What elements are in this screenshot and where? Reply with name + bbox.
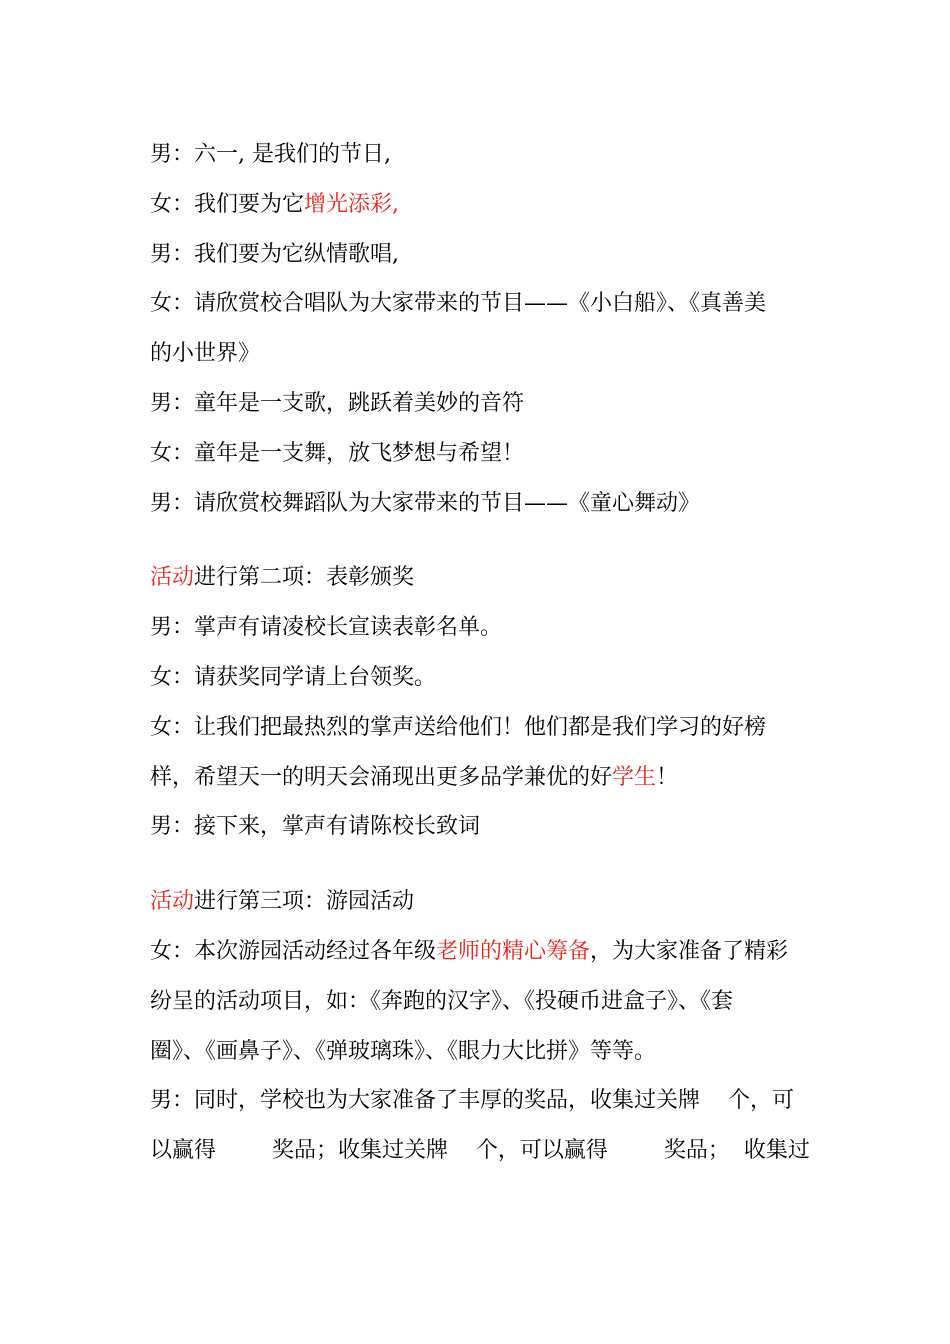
text-line [150, 230, 810, 280]
text-line [150, 279, 810, 329]
highlighted-text: 学生 [612, 764, 657, 790]
highlighted-text: 老师的精心筹备 [436, 938, 591, 964]
text-span: 女：童年是一支舞，放飞梦想与希望！ [150, 440, 525, 466]
text-line [150, 703, 810, 753]
text-span: 男：请欣赏校舞蹈队为大家带来的节目——《童心舞动》 [150, 490, 701, 516]
text-span: 女：请获奖同学请上台领奖。 [150, 664, 437, 690]
text-span: 女：本次游园活动经过各年级 [150, 938, 437, 964]
text-span: 男：我们要为它纵情歌唱, [150, 241, 399, 267]
text-line [150, 379, 810, 429]
text-span: 女：让我们把最热烈的掌声送给他们！他们都是我们学习的好榜 [150, 714, 767, 740]
text-line [150, 553, 810, 603]
text-line [150, 877, 810, 927]
text-line [150, 479, 810, 529]
text-span: 男：接下来，掌声有请陈校长致词 [150, 814, 481, 840]
highlighted-text: 活动 [150, 889, 195, 915]
text-span: 纷呈的活动项目，如：《奔跑的汉字》、《投硬币进盒子》、《套 [150, 988, 734, 1014]
text-line [150, 603, 810, 653]
text-span: 圈》、《画鼻子》、《弹玻璃珠》、《眼力大比拼》等等。 [150, 1038, 657, 1064]
text-line [150, 429, 810, 479]
text-line [150, 802, 810, 852]
highlighted-text: 增光添彩, [304, 191, 400, 217]
text-line [150, 977, 810, 1027]
text-span: 男：同时，学校也为大家准备了丰厚的奖品，收集过关牌 个，可 [150, 1088, 794, 1114]
text-span: 男：童年是一支歌，跳跃着美妙的音符 [150, 390, 525, 416]
text-span: ，为大家准备了精彩 [590, 938, 789, 964]
text-span: 女：请欣赏校合唱队为大家带来的节目——《小白船》、《真善美 [150, 291, 767, 317]
text-span: 男：掌声有请凌校长宣读表彰名单。 [150, 615, 503, 641]
text-span: 的小世界》 [150, 341, 261, 367]
text-line [150, 653, 810, 703]
text-line [150, 130, 810, 180]
text-line [150, 1076, 810, 1126]
section-spacer [150, 852, 810, 877]
text-span: ！ [656, 764, 679, 790]
text-line [150, 180, 810, 230]
highlighted-text: 活动 [150, 565, 195, 591]
text-span: 以赢得 奖品；收集过关牌 个，可以赢得 奖品； 收集过 [150, 1138, 810, 1164]
text-span: 进行第三项：游园活动 [194, 889, 415, 915]
section-spacer [150, 528, 810, 553]
text-span: 进行第二项：表彰颁奖 [194, 565, 415, 591]
text-line [150, 753, 810, 803]
text-span: 女：我们要为它 [150, 191, 305, 217]
text-span: 男：六一, 是我们的节日, [150, 142, 391, 167]
text-span: 样，希望天一的明天会涌现出更多品学兼优的好 [150, 764, 613, 790]
text-line [150, 927, 810, 977]
text-line [150, 329, 810, 379]
text-line [150, 1027, 810, 1077]
text-line [150, 1126, 810, 1176]
document-body [150, 130, 810, 1176]
